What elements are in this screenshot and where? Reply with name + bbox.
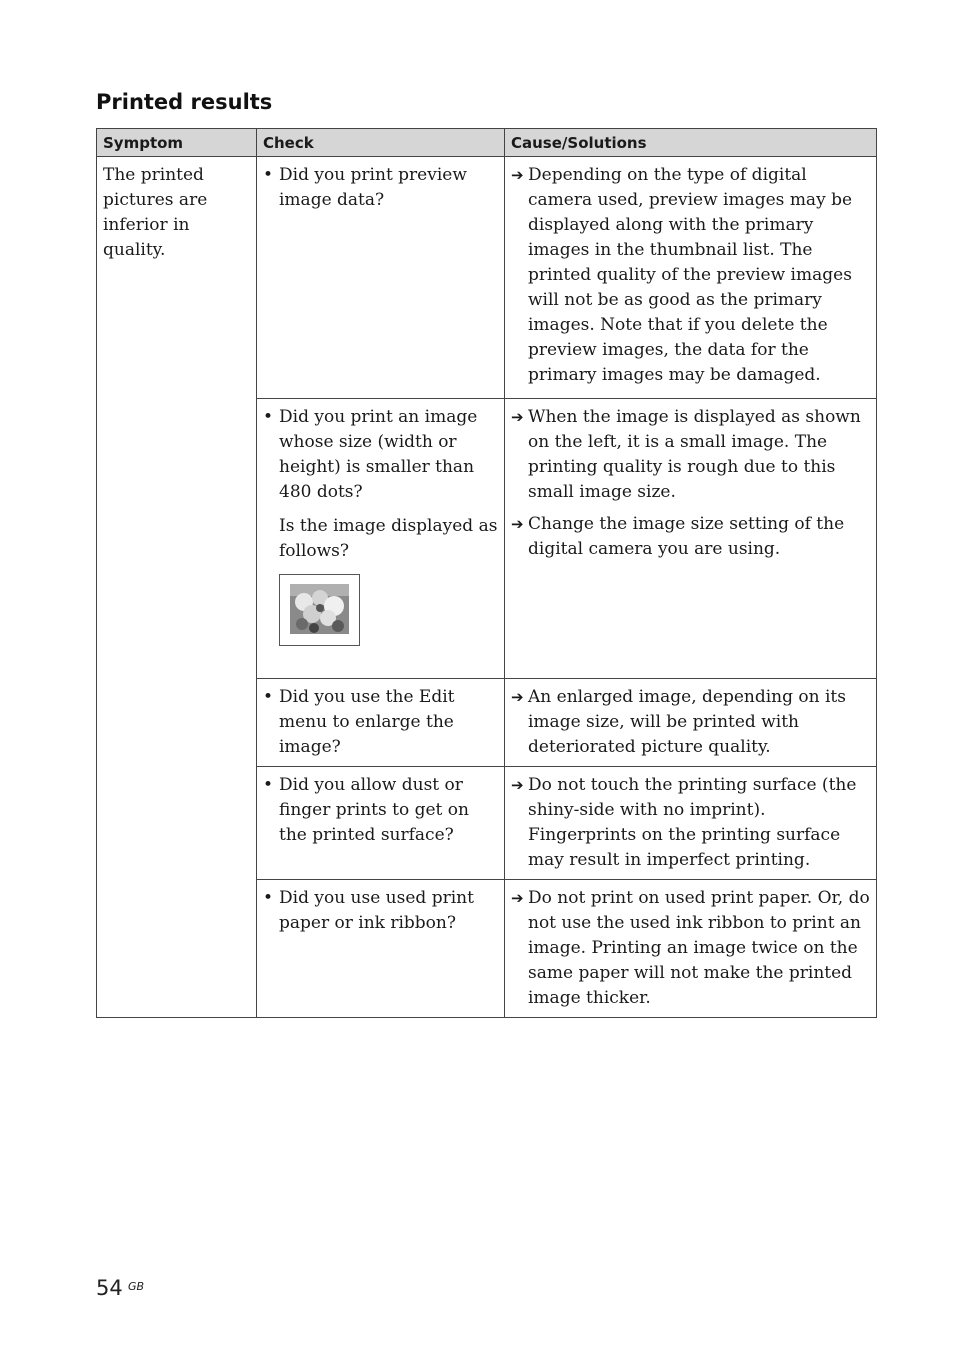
solution-text: Do not touch the printing surface (the shiny-side with no imprint). Fingerprints on the printing surface may result in imperfect printing. (528, 775, 857, 870)
arrow-right-icon: ➔ (511, 688, 524, 706)
arrow-right-icon: ➔ (511, 776, 524, 794)
check-cell (257, 679, 505, 767)
solution-text: Depending on the type of digital camera used, preview images may be displayed along with the primary images in the thumbnail list. The printed quality of the preview images will not be as good as the primary images. Note that if you delete the preview images, the data for the primary images may be damaged. (528, 165, 853, 385)
table-row (97, 157, 877, 399)
check-cell (257, 880, 505, 1018)
header-check: Check (257, 129, 505, 157)
header-symptom: Symptom (97, 129, 257, 157)
flower-photo-icon (290, 584, 349, 634)
bullet-icon: • (263, 888, 274, 908)
arrow-right-icon: ➔ (511, 166, 524, 184)
solution-cell (505, 157, 877, 399)
check-cell (257, 399, 505, 679)
table-header-row (97, 129, 877, 157)
symptom-text: The printed pictures are inferior in quality. (103, 165, 208, 260)
troubleshooting-table (96, 128, 877, 1018)
solution-text: An enlarged image, depending on its image size, will be printed with deteriorated picture quality. (528, 687, 846, 757)
check-cell (257, 157, 505, 399)
section-title: Printed results (96, 90, 273, 114)
page-number: 54 (96, 1276, 123, 1300)
symptom-cell (97, 157, 257, 1018)
bullet-icon: • (263, 165, 274, 185)
check-text: Did you allow dust or finger prints to get on the printed surface? (279, 775, 469, 845)
solution-cell (505, 880, 877, 1018)
solution-text: Do not print on used print paper. Or, do not use the used ink ribbon to print an image. Printing an image twice on the same paper will not make the printed image thicker. (528, 888, 870, 1008)
check-cell (257, 767, 505, 880)
arrow-right-icon: ➔ (511, 408, 524, 426)
arrow-right-icon: ➔ (511, 889, 524, 907)
solution-cell (505, 679, 877, 767)
check-text: Did you print an image whose size (width or height) is smaller than 480 dots? (279, 407, 478, 502)
language-code: GB (128, 1280, 145, 1293)
bullet-icon: • (263, 407, 274, 427)
arrow-right-icon: ➔ (511, 515, 524, 533)
check-extra-text: Is the image displayed as follows? (279, 516, 498, 561)
solution-text: Change the image size setting of the digital camera you are using. (528, 514, 845, 559)
bullet-icon: • (263, 687, 274, 707)
solution-cell (505, 767, 877, 880)
check-text: Did you use used print paper or ink ribbon? (279, 888, 474, 933)
small-image-thumbnail (279, 574, 360, 646)
check-text: Did you use the Edit menu to enlarge the image? (279, 687, 455, 757)
solution-cell (505, 399, 877, 679)
solution-text: When the image is displayed as shown on the left, it is a small image. The printing quality is rough due to this small image size. (528, 407, 861, 502)
bullet-icon: • (263, 775, 274, 795)
check-text: Did you print preview image data? (279, 165, 467, 210)
header-cause-solutions: Cause/Solutions (505, 129, 877, 157)
